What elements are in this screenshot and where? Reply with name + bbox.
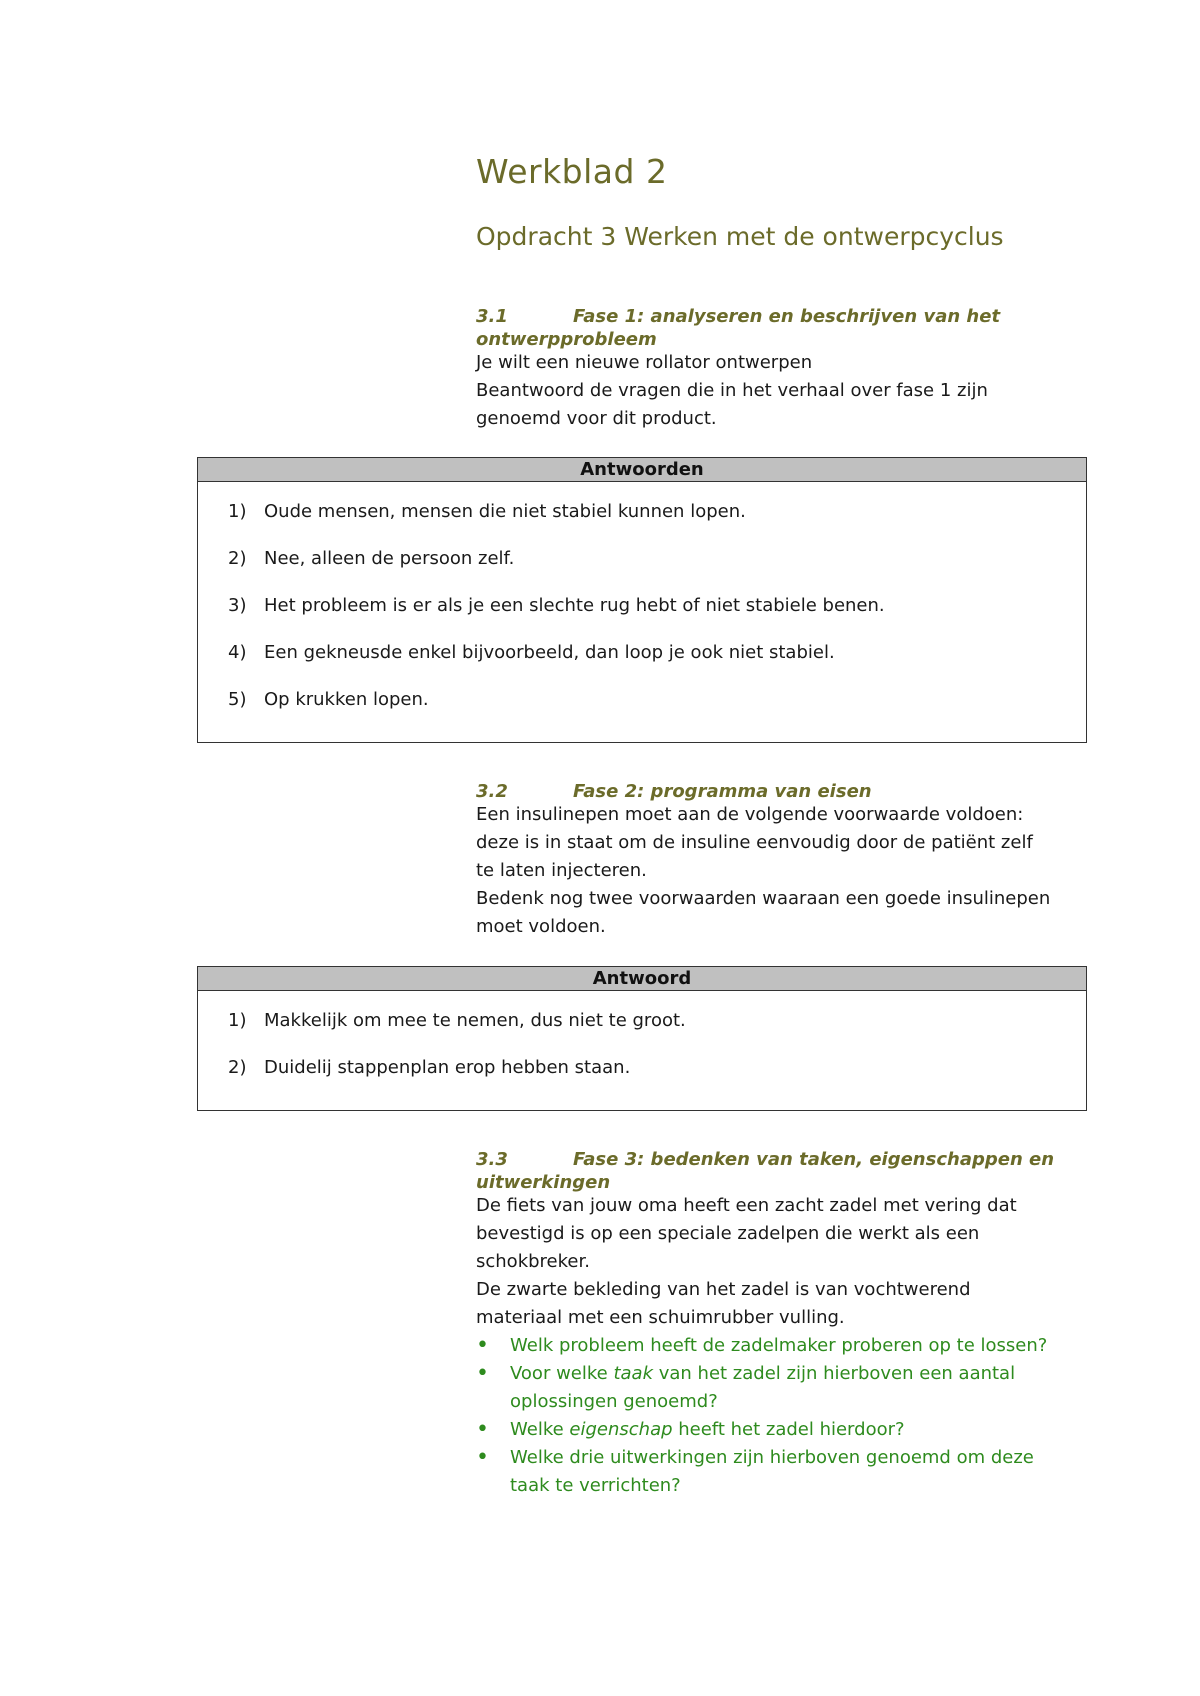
section-number: 3.3 [476, 1149, 508, 1170]
answer-number: 2) [228, 548, 247, 569]
answer-number: 1) [228, 501, 247, 522]
answer-text: Het probleem is er als je een slechte rug hebt of niet stabiele benen. [264, 595, 885, 616]
section-heading-text: Fase 3: bedenken van taken, eigenschappen en [573, 1149, 1055, 1170]
question-text: Welke drie uitwerkingen zijn hierboven genoemd om deze [510, 1447, 1034, 1468]
question-item [476, 1444, 1076, 1500]
section-text-line: te laten injecteren. [476, 860, 647, 881]
section-text-line: De fiets van jouw oma heeft een zacht zadel met vering dat [476, 1195, 1017, 1216]
page-title: Werkblad 2 [476, 152, 668, 191]
section-text-line: schokbreker. [476, 1251, 590, 1272]
page-subtitle: Opdracht 3 Werken met de ontwerpcyclus [476, 222, 1004, 251]
answer-item [198, 500, 1086, 547]
section-3-3 [476, 1148, 1076, 1500]
section-3-2 [476, 780, 1076, 941]
answer-number: 2) [228, 1057, 247, 1078]
question-text: van het zadel zijn hierboven een aantal [653, 1363, 1016, 1384]
section-text-line: Bedenk nog twee voorwaarden waaraan een goede insulinepen [476, 888, 1051, 909]
question-item [476, 1416, 1076, 1444]
question-text: heeft het zadel hierdoor? [672, 1419, 905, 1440]
answer-item [198, 1009, 1086, 1056]
question-item [476, 1360, 1076, 1416]
question-emphasis: taak [613, 1363, 653, 1384]
question-item [476, 1332, 1076, 1360]
answer-text: Op krukken lopen. [264, 689, 429, 710]
section-text-line: materiaal met een schuimrubber vulling. [476, 1307, 845, 1328]
section-3-1 [476, 305, 1076, 433]
answer-item [198, 641, 1086, 688]
section-text-line: Je wilt een nieuwe rollator ontwerpen [476, 352, 813, 373]
question-emphasis: eigenschap [569, 1419, 673, 1440]
answer-text: Duidelij stappenplan erop hebben staan. [264, 1057, 631, 1078]
section-heading-cont: uitwerkingen [476, 1172, 611, 1193]
section-text-line: Een insulinepen moet aan de volgende voorwaarde voldoen: [476, 804, 1024, 825]
answer-item [198, 547, 1086, 594]
answers-box-title: Antwoorden [198, 458, 1086, 482]
section-heading [476, 780, 1076, 803]
answers-box-2 [197, 966, 1087, 1111]
section-text-line: deze is in staat om de insuline eenvoudig door de patiënt zelf [476, 832, 1033, 853]
section-text-line: genoemd voor dit product. [476, 408, 717, 429]
answer-text: Makkelijk om mee te nemen, dus niet te groot. [264, 1010, 686, 1031]
section-heading-text: Fase 2: programma van eisen [573, 781, 872, 802]
section-heading-text: Fase 1: analyseren en beschrijven van het [573, 306, 1001, 327]
answer-item [198, 688, 1086, 735]
section-number: 3.2 [476, 781, 508, 802]
answer-number: 1) [228, 1010, 247, 1031]
question-text: Welke [510, 1419, 570, 1440]
answers-list [198, 482, 1086, 735]
answers-list [198, 991, 1086, 1103]
question-text: oplossingen genoemd? [510, 1391, 718, 1412]
answer-number: 3) [228, 595, 247, 616]
answer-number: 5) [228, 689, 247, 710]
section-text-line: De zwarte bekleding van het zadel is van vochtwerend [476, 1279, 971, 1300]
question-text: Welk probleem heeft de zadelmaker proberen op te lossen? [510, 1335, 1048, 1356]
answer-text: Nee, alleen de persoon zelf. [264, 548, 515, 569]
answer-number: 4) [228, 642, 247, 663]
answer-text: Een gekneusde enkel bijvoorbeeld, dan loop je ook niet stabiel. [264, 642, 835, 663]
answer-item [198, 1056, 1086, 1103]
bullet-icon: • [476, 1333, 489, 1358]
question-list [476, 1332, 1076, 1500]
section-number: 3.1 [476, 306, 508, 327]
bullet-icon: • [476, 1361, 489, 1386]
section-heading [476, 305, 1076, 328]
question-text: Voor welke [510, 1363, 614, 1384]
answers-box-title: Antwoord [198, 967, 1086, 991]
section-text-line: moet voldoen. [476, 916, 606, 937]
bullet-icon: • [476, 1417, 489, 1442]
section-heading [476, 1148, 1076, 1171]
answer-text: Oude mensen, mensen die niet stabiel kunnen lopen. [264, 501, 746, 522]
section-text-line: Beantwoord de vragen die in het verhaal over fase 1 zijn [476, 380, 988, 401]
bullet-icon: • [476, 1445, 489, 1470]
section-text-line: bevestigd is op een speciale zadelpen die werkt als een [476, 1223, 980, 1244]
answers-box-1 [197, 457, 1087, 743]
question-text: taak te verrichten? [510, 1475, 681, 1496]
answer-item [198, 594, 1086, 641]
section-heading-cont: ontwerpprobleem [476, 329, 657, 350]
